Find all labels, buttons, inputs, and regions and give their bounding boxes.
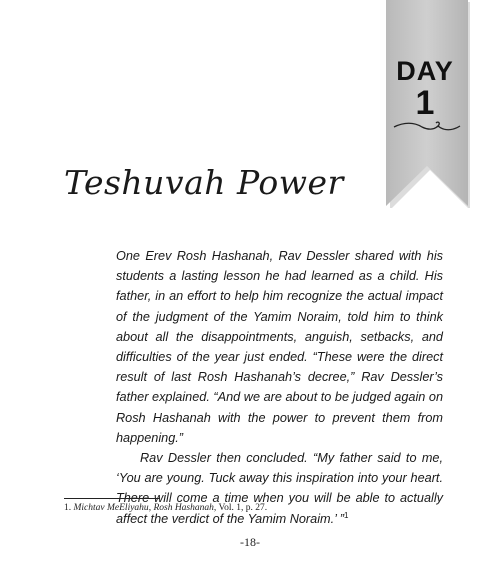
paragraph-1 [116, 246, 443, 448]
footnote [64, 503, 267, 513]
day-number: 1 [415, 84, 435, 122]
main-text [116, 246, 443, 529]
footnote-number: 1. [64, 503, 72, 513]
paragraph-1-text: One Erev Rosh Hashanah, Rav Dessler shared with his students a lasting lesson he had learned as a child. His father, in an effort to help him recognize the actual impact of the judgment of the Yamim Noraim, told him to think about all the disappointments, anguish, setbacks, and difficulties of the year just ended. “These were the direct result of last Rosh Hashanah’s decree,” Rav Dessler’s father explained. “And we are about to be judged again on Rosh Hashanah with the power to prevent them from happening.” [116, 249, 443, 445]
footnote-divider [64, 498, 160, 499]
footnote-reference[interactable]: 1 [344, 510, 349, 520]
paragraph-2-text: Rav Dessler then concluded. “My father said to me, ‘You are young. Tuck away this inspiration into your heart. There will come a time when you will be able to actually affect the verdict of the Yamim Noraim.’ ” [116, 451, 443, 526]
footnote-book-subtitle: Rosh Hashanah [153, 503, 214, 513]
paragraph-2 [116, 448, 443, 529]
chapter-title: Teshuvah Power [64, 163, 344, 202]
footnote-separator: , [148, 503, 154, 513]
footnote-book-title: Michtav MeEliyahu [73, 503, 149, 513]
flourish-ornament [392, 120, 462, 134]
page-number: -18- [240, 535, 260, 549]
footnote-citation: , Vol. 1, p. 27. [213, 503, 268, 513]
day-label: DAY [396, 56, 454, 86]
